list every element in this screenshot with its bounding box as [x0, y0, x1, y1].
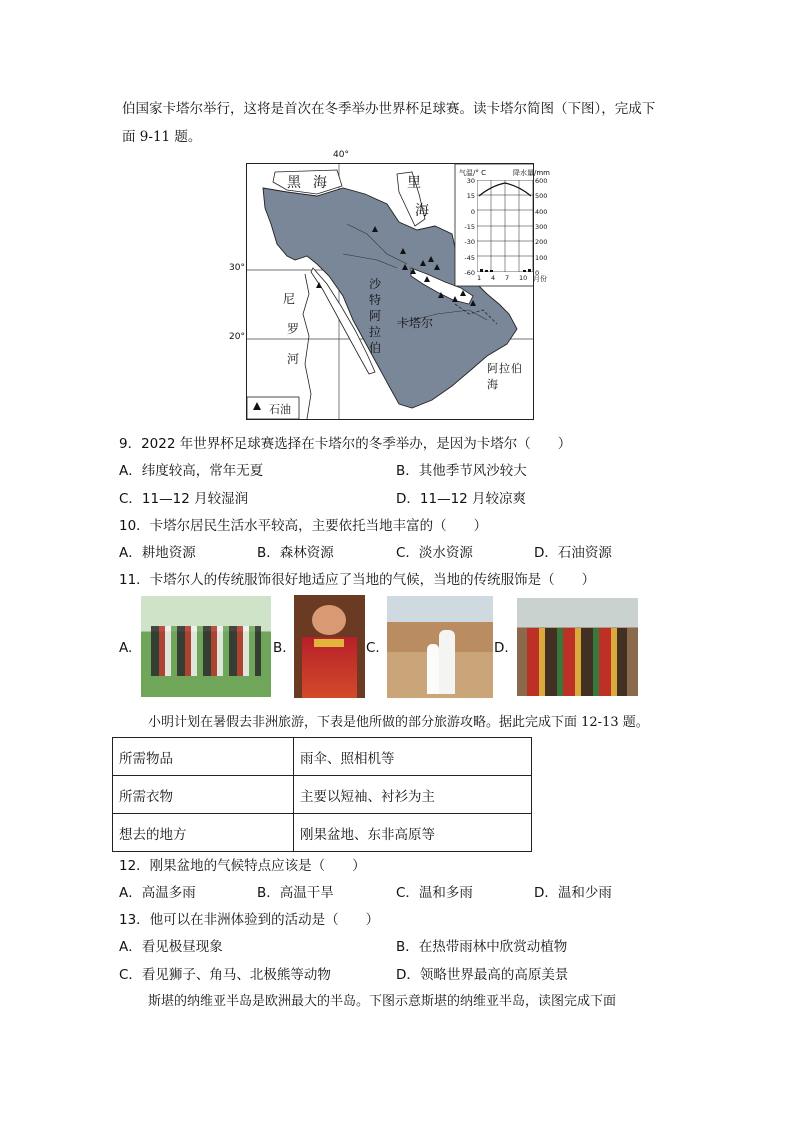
map-label-lat20: 20°	[229, 332, 245, 342]
q12-option-d[interactable]: D．温和少雨	[534, 885, 612, 901]
temp-tick: 0	[470, 207, 475, 216]
table-row	[113, 814, 532, 852]
map-label-caspian-1: 里	[407, 175, 421, 191]
map-label-qatar: 卡塔尔	[397, 316, 434, 330]
map-label-black-sea-2: 海	[313, 175, 327, 191]
climate-left-title: 气温/° C	[459, 169, 486, 177]
temp-tick: -60	[464, 268, 475, 277]
table-cell: 刚果盆地、东非高原等	[294, 814, 532, 852]
q9-option-c[interactable]: C．11—12 月较湿润	[119, 491, 249, 507]
precip-tick: 200	[535, 238, 548, 247]
q9-option-d[interactable]: D．11—12 月较凉爽	[396, 491, 527, 507]
saudi-char-3: 阿	[369, 309, 382, 323]
precip-tick: 300	[535, 222, 548, 231]
q12-option-a[interactable]: A．高温多雨	[119, 885, 196, 901]
precip-tick: 500	[535, 192, 548, 201]
map-label-saudi	[369, 276, 381, 356]
photo-african-costume	[517, 598, 638, 696]
q9-option-a[interactable]: A．纬度较高，常年无夏	[119, 463, 264, 479]
q9-stem: 9．2022 年世界杯足球赛选择在卡塔尔的冬季举办，是因为卡塔尔（ ）	[119, 436, 572, 452]
map-label-nile-2: 罗	[287, 322, 300, 336]
temp-tick: 15	[466, 192, 475, 201]
month-tick: 10	[519, 274, 528, 282]
map-label-nile-3: 河	[287, 352, 300, 366]
climate-right-title: 降水量/mm	[513, 169, 550, 177]
q12-stem: 12．刚果盆地的气候特点应该是（ ）	[119, 858, 366, 874]
table-cell: 所需衣物	[113, 776, 294, 814]
q13-stem: 13．他可以在非洲体验到的活动是（ ）	[119, 912, 380, 928]
travel-plan-table	[112, 737, 532, 852]
q13-option-d[interactable]: D．领略世界最高的高原美景	[396, 967, 569, 983]
q10-option-c[interactable]: C．淡水资源	[396, 545, 473, 561]
q12-option-b[interactable]: B．高温干旱	[257, 885, 334, 901]
saudi-char-5: 伯	[369, 341, 382, 355]
photo-arab-costume	[387, 596, 493, 698]
month-tick: 1	[477, 274, 482, 282]
saudi-char-4: 拉	[369, 325, 382, 339]
month-tick: 7	[505, 274, 510, 282]
table-cell: 雨伞、照相机等	[294, 738, 532, 776]
qatar-map	[229, 150, 550, 420]
table-cell: 想去的地方	[113, 814, 294, 852]
q11-option-b[interactable]: B.	[273, 640, 287, 656]
photo-european-costume	[141, 596, 271, 697]
saudi-char-2: 特	[369, 293, 382, 307]
precip-bars	[480, 269, 531, 272]
month-tick: 4	[491, 274, 496, 282]
table-row	[113, 738, 532, 776]
q13-option-b[interactable]: B．在热带雨林中欣赏动植物	[396, 939, 568, 955]
q10-option-d[interactable]: D．石油资源	[534, 545, 612, 561]
precip-tick: 600	[535, 177, 548, 185]
temp-tick: -45	[464, 253, 475, 262]
intro-2: 小明计划在暑假去非洲旅游，下表是他所做的部分旅游攻略。据此完成下面 12-13 题。	[148, 715, 649, 730]
q13-option-a[interactable]: A．看见极昼现象	[119, 939, 223, 955]
q11-stem: 11．卡塔尔人的传统服饰很好地适应了当地的气候，当地的传统服饰是（ ）	[119, 572, 596, 588]
legend-oil-label: 石油	[269, 403, 291, 416]
q11-option-a[interactable]: A.	[119, 640, 133, 656]
map-label-caspian-2: 海	[415, 203, 429, 219]
q10-stem: 10．卡塔尔居民生活水平较高，主要依托当地丰富的（ ）	[119, 518, 488, 534]
temp-tick: -15	[464, 222, 475, 231]
photo-indian-costume	[294, 595, 365, 698]
intro-line-2: 面 9-11 题。	[122, 129, 202, 145]
map-label-nile-1: 尼	[283, 292, 296, 306]
climate-month-unit: 月份	[533, 275, 547, 283]
map-label-arabian-sea: 阿拉伯海	[487, 362, 523, 391]
q10-option-a[interactable]: A．耕地资源	[119, 545, 196, 561]
q13-option-c[interactable]: C．看见狮子、角马、北极熊等动物	[119, 967, 331, 983]
q9-option-b[interactable]: B．其他季节风沙较大	[396, 463, 527, 479]
nile-river	[303, 274, 311, 419]
map-label-black-sea-1: 黑	[287, 175, 301, 191]
q11-option-d[interactable]: D.	[494, 640, 509, 656]
intro-3: 斯堪的纳维亚半岛是欧洲最大的半岛。下图示意斯堪的纳维亚半岛，读图完成下面	[148, 994, 617, 1009]
intro-line-1: 伯国家卡塔尔举行，这将是首次在冬季举办世界杯足球赛。读卡塔尔简图（下图），完成下	[122, 101, 656, 117]
q10-option-b[interactable]: B．森林资源	[257, 545, 334, 561]
table-cell: 所需物品	[113, 738, 294, 776]
precip-tick: 400	[535, 207, 548, 216]
temp-tick: 30	[466, 177, 475, 185]
q11-option-c[interactable]: C.	[366, 640, 380, 656]
climate-chart	[457, 166, 557, 286]
precip-tick: 0	[535, 268, 540, 277]
temp-tick: -30	[464, 238, 475, 247]
map-label-lat30: 30°	[229, 263, 245, 273]
table-cell: 主要以短袖、衬衫为主	[294, 776, 532, 814]
climate-gridlines	[477, 180, 533, 272]
precip-tick: 100	[535, 253, 548, 262]
q12-option-c[interactable]: C．温和多雨	[396, 885, 473, 901]
saudi-char-1: 沙	[369, 277, 382, 291]
climate-plot	[477, 180, 533, 272]
black-sea	[273, 170, 342, 194]
table-row	[113, 776, 532, 814]
map-label-lon40: 40°	[333, 150, 349, 160]
